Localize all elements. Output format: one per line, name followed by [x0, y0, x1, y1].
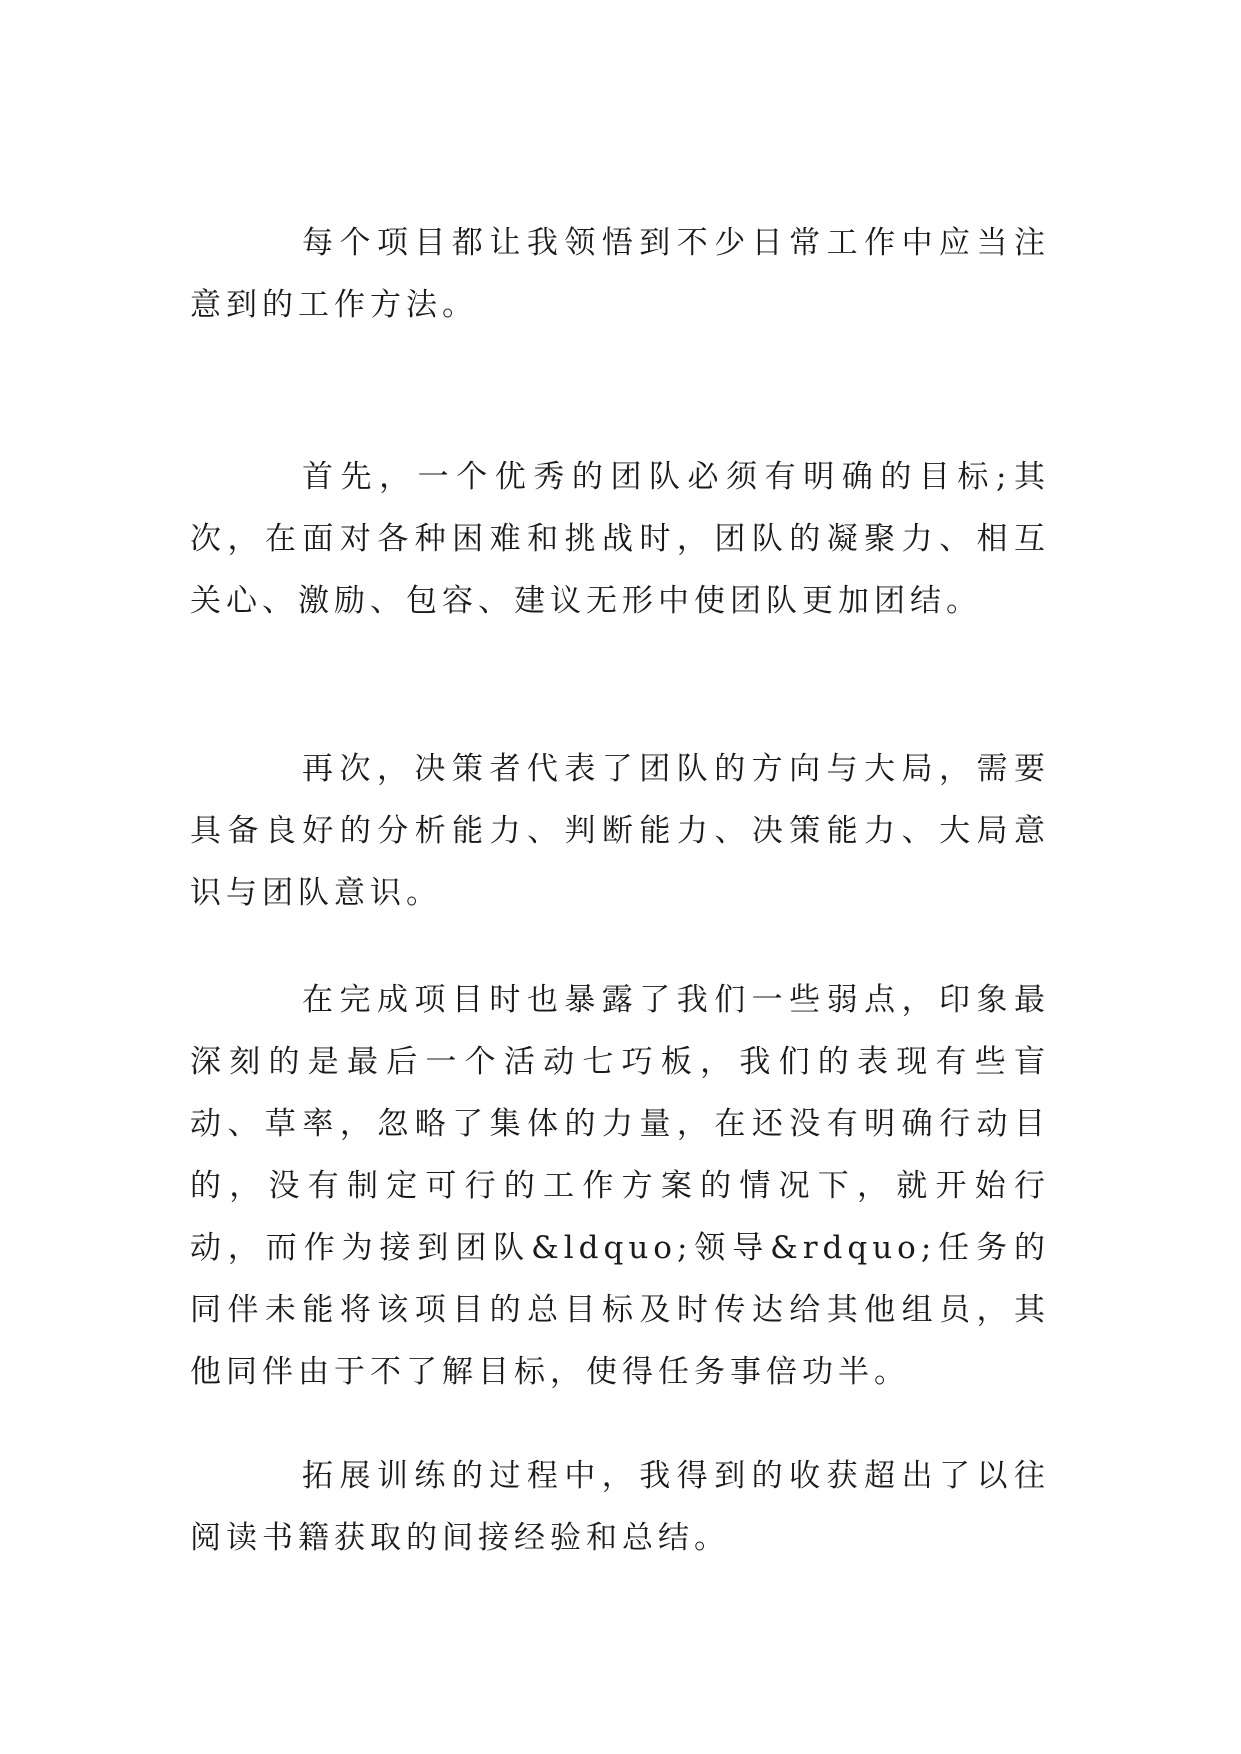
paragraph-team-goals: 首先，一个优秀的团队必须有明确的目标;其次，在面对各种困难和挑战时，团队的凝聚力、相互关心、激励、包容、建议无形中使团队更加团结。 — [190, 459, 1050, 619]
paragraph-decision-makers: 再次，决策者代表了团队的方向与大局，需要具备良好的分析能力、判断能力、决策能力、大局意识与团队意识。 — [190, 751, 1050, 911]
paragraph-weaknesses: 在完成项目时也暴露了我们一些弱点，印象最深刻的是最后一个活动七巧板，我们的表现有些盲动、草率，忽略了集体的力量，在还没有明确行动目的，没有制定可行的工作方案的情况下，就开始行动，而作为接到团队&ldquo;领导&rdquo;任务的同伴未能将该项目的总目标及时传达给其他组员，其他同伴由于不了解目标，使得任务事倍功半。 — [190, 982, 1050, 1390]
paragraph-training-gains: 拓展训练的过程中，我得到的收获超出了以往阅读书籍获取的间接经验和总结。 — [190, 1458, 1050, 1556]
paragraph-work-methods: 每个项目都让我领悟到不少日常工作中应当注意到的工作方法。 — [190, 225, 1050, 323]
